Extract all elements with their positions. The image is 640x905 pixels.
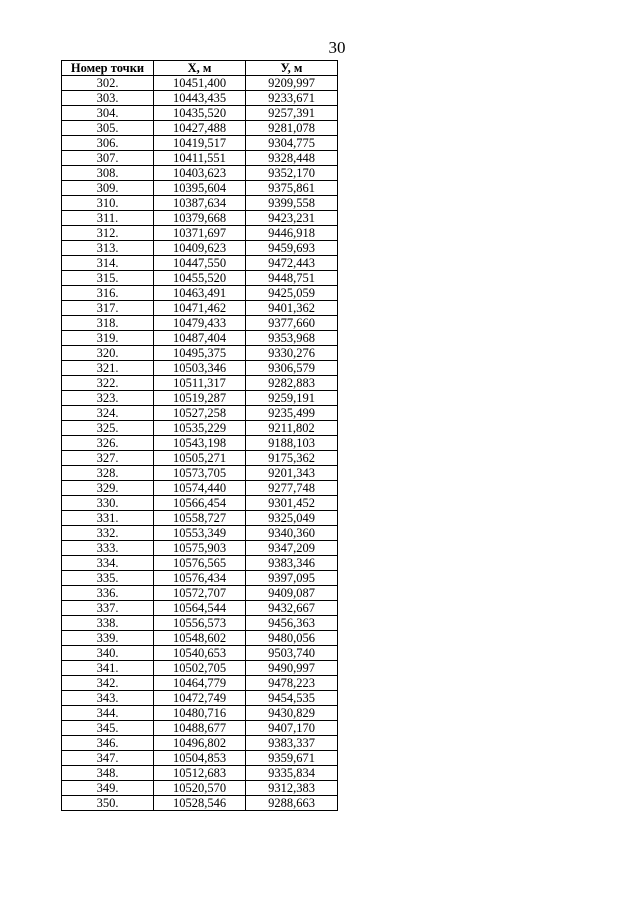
cell-point-number: 350. — [62, 796, 154, 811]
cell-x: 10479,433 — [154, 316, 246, 331]
cell-x: 10480,716 — [154, 706, 246, 721]
table-row — [62, 766, 338, 781]
cell-point-number: 342. — [62, 676, 154, 691]
cell-x: 10464,779 — [154, 676, 246, 691]
table-row — [62, 736, 338, 751]
table-row — [62, 526, 338, 541]
cell-point-number: 327. — [62, 451, 154, 466]
table-row — [62, 316, 338, 331]
cell-x: 10387,634 — [154, 196, 246, 211]
cell-x: 10504,853 — [154, 751, 246, 766]
cell-y: 9409,087 — [246, 586, 338, 601]
header-row — [62, 61, 338, 76]
cell-x: 10447,550 — [154, 256, 246, 271]
table-row — [62, 391, 338, 406]
cell-point-number: 334. — [62, 556, 154, 571]
table-row — [62, 361, 338, 376]
cell-y: 9235,499 — [246, 406, 338, 421]
cell-x: 10575,903 — [154, 541, 246, 556]
table-row — [62, 256, 338, 271]
cell-y: 9259,191 — [246, 391, 338, 406]
cell-x: 10411,551 — [154, 151, 246, 166]
cell-y: 9340,360 — [246, 526, 338, 541]
cell-x: 10528,546 — [154, 796, 246, 811]
table-row — [62, 781, 338, 796]
cell-y: 9277,748 — [246, 481, 338, 496]
cell-y: 9347,209 — [246, 541, 338, 556]
cell-point-number: 340. — [62, 646, 154, 661]
table-row — [62, 751, 338, 766]
cell-y: 9201,343 — [246, 466, 338, 481]
cell-y: 9301,452 — [246, 496, 338, 511]
cell-x: 10403,623 — [154, 166, 246, 181]
table-row — [62, 151, 338, 166]
table-row — [62, 106, 338, 121]
cell-y: 9188,103 — [246, 436, 338, 451]
cell-x: 10572,707 — [154, 586, 246, 601]
cell-y: 9352,170 — [246, 166, 338, 181]
table-row — [62, 136, 338, 151]
cell-point-number: 304. — [62, 106, 154, 121]
table-row — [62, 331, 338, 346]
cell-y: 9454,535 — [246, 691, 338, 706]
cell-y: 9209,997 — [246, 76, 338, 91]
cell-x: 10487,404 — [154, 331, 246, 346]
cell-point-number: 311. — [62, 211, 154, 226]
cell-x: 10566,454 — [154, 496, 246, 511]
cell-y: 9325,049 — [246, 511, 338, 526]
cell-y: 9472,443 — [246, 256, 338, 271]
cell-point-number: 326. — [62, 436, 154, 451]
cell-x: 10379,668 — [154, 211, 246, 226]
cell-point-number: 343. — [62, 691, 154, 706]
cell-x: 10502,705 — [154, 661, 246, 676]
cell-point-number: 348. — [62, 766, 154, 781]
cell-x: 10451,400 — [154, 76, 246, 91]
cell-point-number: 310. — [62, 196, 154, 211]
cell-y: 9335,834 — [246, 766, 338, 781]
cell-x: 10576,565 — [154, 556, 246, 571]
table-row — [62, 691, 338, 706]
cell-point-number: 333. — [62, 541, 154, 556]
table-row — [62, 646, 338, 661]
cell-x: 10463,491 — [154, 286, 246, 301]
cell-y: 9480,056 — [246, 631, 338, 646]
cell-point-number: 344. — [62, 706, 154, 721]
cell-x: 10540,653 — [154, 646, 246, 661]
table-row — [62, 436, 338, 451]
cell-y: 9312,383 — [246, 781, 338, 796]
cell-y: 9175,362 — [246, 451, 338, 466]
cell-point-number: 335. — [62, 571, 154, 586]
table-row — [62, 796, 338, 811]
cell-point-number: 306. — [62, 136, 154, 151]
cell-y: 9448,751 — [246, 271, 338, 286]
cell-y: 9383,337 — [246, 736, 338, 751]
table-row — [62, 466, 338, 481]
table-row — [62, 181, 338, 196]
cell-point-number: 331. — [62, 511, 154, 526]
cell-point-number: 320. — [62, 346, 154, 361]
table-row — [62, 481, 338, 496]
header-y: У, м — [246, 61, 338, 76]
cell-y: 9375,861 — [246, 181, 338, 196]
cell-y: 9430,829 — [246, 706, 338, 721]
cell-y: 9425,059 — [246, 286, 338, 301]
table-row — [62, 496, 338, 511]
cell-y: 9377,660 — [246, 316, 338, 331]
cell-x: 10556,573 — [154, 616, 246, 631]
table-row — [62, 661, 338, 676]
cell-point-number: 302. — [62, 76, 154, 91]
cell-point-number: 349. — [62, 781, 154, 796]
cell-x: 10519,287 — [154, 391, 246, 406]
cell-x: 10471,462 — [154, 301, 246, 316]
cell-y: 9257,391 — [246, 106, 338, 121]
cell-point-number: 317. — [62, 301, 154, 316]
cell-x: 10505,271 — [154, 451, 246, 466]
table-row — [62, 406, 338, 421]
cell-point-number: 307. — [62, 151, 154, 166]
cell-y: 9490,997 — [246, 661, 338, 676]
header-point-number: Номер точки — [62, 61, 154, 76]
cell-y: 9401,362 — [246, 301, 338, 316]
cell-y: 9353,968 — [246, 331, 338, 346]
cell-x: 10503,346 — [154, 361, 246, 376]
cell-x: 10455,520 — [154, 271, 246, 286]
table-body — [62, 76, 338, 811]
table-row — [62, 511, 338, 526]
cell-x: 10435,520 — [154, 106, 246, 121]
table-row — [62, 421, 338, 436]
table-row — [62, 676, 338, 691]
cell-point-number: 314. — [62, 256, 154, 271]
cell-y: 9397,095 — [246, 571, 338, 586]
page-number: 30 — [328, 38, 346, 57]
cell-point-number: 324. — [62, 406, 154, 421]
cell-point-number: 325. — [62, 421, 154, 436]
cell-point-number: 308. — [62, 166, 154, 181]
cell-y: 9281,078 — [246, 121, 338, 136]
cell-x: 10548,602 — [154, 631, 246, 646]
cell-x: 10576,434 — [154, 571, 246, 586]
cell-x: 10564,544 — [154, 601, 246, 616]
cell-y: 9211,802 — [246, 421, 338, 436]
table-row — [62, 571, 338, 586]
cell-x: 10511,317 — [154, 376, 246, 391]
table-row — [62, 76, 338, 91]
cell-point-number: 305. — [62, 121, 154, 136]
cell-point-number: 323. — [62, 391, 154, 406]
cell-point-number: 341. — [62, 661, 154, 676]
cell-x: 10553,349 — [154, 526, 246, 541]
table-row — [62, 166, 338, 181]
cell-x: 10573,705 — [154, 466, 246, 481]
table-row — [62, 706, 338, 721]
table-row — [62, 616, 338, 631]
header-x: X, м — [154, 61, 246, 76]
cell-point-number: 345. — [62, 721, 154, 736]
cell-y: 9456,363 — [246, 616, 338, 631]
cell-y: 9383,346 — [246, 556, 338, 571]
cell-x: 10443,435 — [154, 91, 246, 106]
cell-x: 10488,677 — [154, 721, 246, 736]
cell-x: 10419,517 — [154, 136, 246, 151]
cell-point-number: 338. — [62, 616, 154, 631]
cell-y: 9446,918 — [246, 226, 338, 241]
table-header — [62, 61, 338, 76]
table-row — [62, 586, 338, 601]
table-row — [62, 241, 338, 256]
cell-y: 9478,223 — [246, 676, 338, 691]
cell-point-number: 309. — [62, 181, 154, 196]
cell-y: 9328,448 — [246, 151, 338, 166]
cell-x: 10472,749 — [154, 691, 246, 706]
cell-y: 9288,663 — [246, 796, 338, 811]
table-row — [62, 91, 338, 106]
cell-x: 10495,375 — [154, 346, 246, 361]
cell-y: 9359,671 — [246, 751, 338, 766]
table-row — [62, 121, 338, 136]
table-row — [62, 631, 338, 646]
cell-x: 10496,802 — [154, 736, 246, 751]
cell-x: 10574,440 — [154, 481, 246, 496]
cell-point-number: 328. — [62, 466, 154, 481]
cell-point-number: 336. — [62, 586, 154, 601]
table-row — [62, 346, 338, 361]
cell-x: 10527,258 — [154, 406, 246, 421]
table-row — [62, 196, 338, 211]
cell-y: 9304,775 — [246, 136, 338, 151]
cell-x: 10543,198 — [154, 436, 246, 451]
table-row — [62, 301, 338, 316]
cell-x: 10371,697 — [154, 226, 246, 241]
cell-point-number: 303. — [62, 91, 154, 106]
cell-x: 10512,683 — [154, 766, 246, 781]
cell-y: 9432,667 — [246, 601, 338, 616]
coordinates-table — [61, 60, 338, 811]
table-row — [62, 556, 338, 571]
cell-point-number: 316. — [62, 286, 154, 301]
table-row — [62, 376, 338, 391]
cell-y: 9306,579 — [246, 361, 338, 376]
cell-point-number: 339. — [62, 631, 154, 646]
cell-x: 10520,570 — [154, 781, 246, 796]
table-row — [62, 226, 338, 241]
cell-y: 9233,671 — [246, 91, 338, 106]
cell-point-number: 319. — [62, 331, 154, 346]
cell-x: 10535,229 — [154, 421, 246, 436]
cell-y: 9503,740 — [246, 646, 338, 661]
cell-point-number: 312. — [62, 226, 154, 241]
cell-point-number: 337. — [62, 601, 154, 616]
table-row — [62, 541, 338, 556]
table-row — [62, 271, 338, 286]
table-row — [62, 211, 338, 226]
cell-point-number: 318. — [62, 316, 154, 331]
cell-y: 9330,276 — [246, 346, 338, 361]
table-row — [62, 721, 338, 736]
cell-y: 9423,231 — [246, 211, 338, 226]
cell-x: 10558,727 — [154, 511, 246, 526]
cell-x: 10427,488 — [154, 121, 246, 136]
cell-point-number: 321. — [62, 361, 154, 376]
cell-point-number: 315. — [62, 271, 154, 286]
cell-point-number: 346. — [62, 736, 154, 751]
cell-point-number: 332. — [62, 526, 154, 541]
cell-point-number: 329. — [62, 481, 154, 496]
cell-point-number: 313. — [62, 241, 154, 256]
cell-y: 9407,170 — [246, 721, 338, 736]
cell-point-number: 330. — [62, 496, 154, 511]
cell-x: 10409,623 — [154, 241, 246, 256]
cell-y: 9399,558 — [246, 196, 338, 211]
cell-y: 9459,693 — [246, 241, 338, 256]
cell-point-number: 347. — [62, 751, 154, 766]
cell-y: 9282,883 — [246, 376, 338, 391]
cell-point-number: 322. — [62, 376, 154, 391]
table-row — [62, 286, 338, 301]
cell-x: 10395,604 — [154, 181, 246, 196]
table-row — [62, 601, 338, 616]
table-row — [62, 451, 338, 466]
